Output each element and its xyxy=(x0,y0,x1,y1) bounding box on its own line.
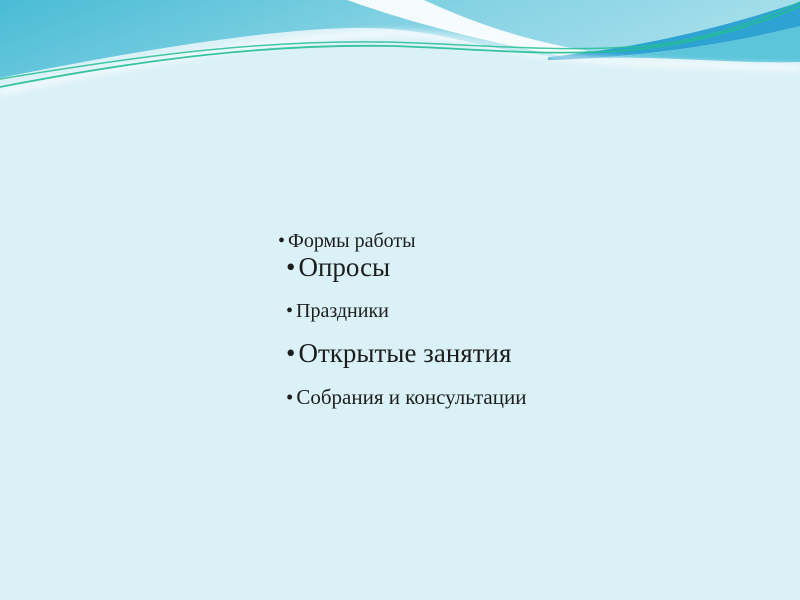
bullet-marker: • xyxy=(286,385,294,409)
bullet-marker: • xyxy=(286,338,296,368)
bullet-marker: • xyxy=(286,300,294,322)
list-item-label: Собрания и консультации xyxy=(296,385,527,409)
list-item-otkrytye-zanyatiya xyxy=(286,338,526,368)
list-item-label: Праздники xyxy=(296,300,389,322)
bullet-list xyxy=(278,229,526,410)
list-item-prazdniki xyxy=(286,299,526,323)
list-item-label: Открытые занятия xyxy=(298,338,512,368)
bullet-marker: • xyxy=(278,230,286,252)
list-item-label: Формы работы xyxy=(288,230,416,252)
list-item-sobraniya-konsultatsii xyxy=(286,385,526,410)
bullet-marker: • xyxy=(286,252,296,282)
list-item-label: Опросы xyxy=(298,252,391,282)
list-item-formy-raboty xyxy=(278,229,526,253)
list-item-oprosy xyxy=(286,252,526,282)
